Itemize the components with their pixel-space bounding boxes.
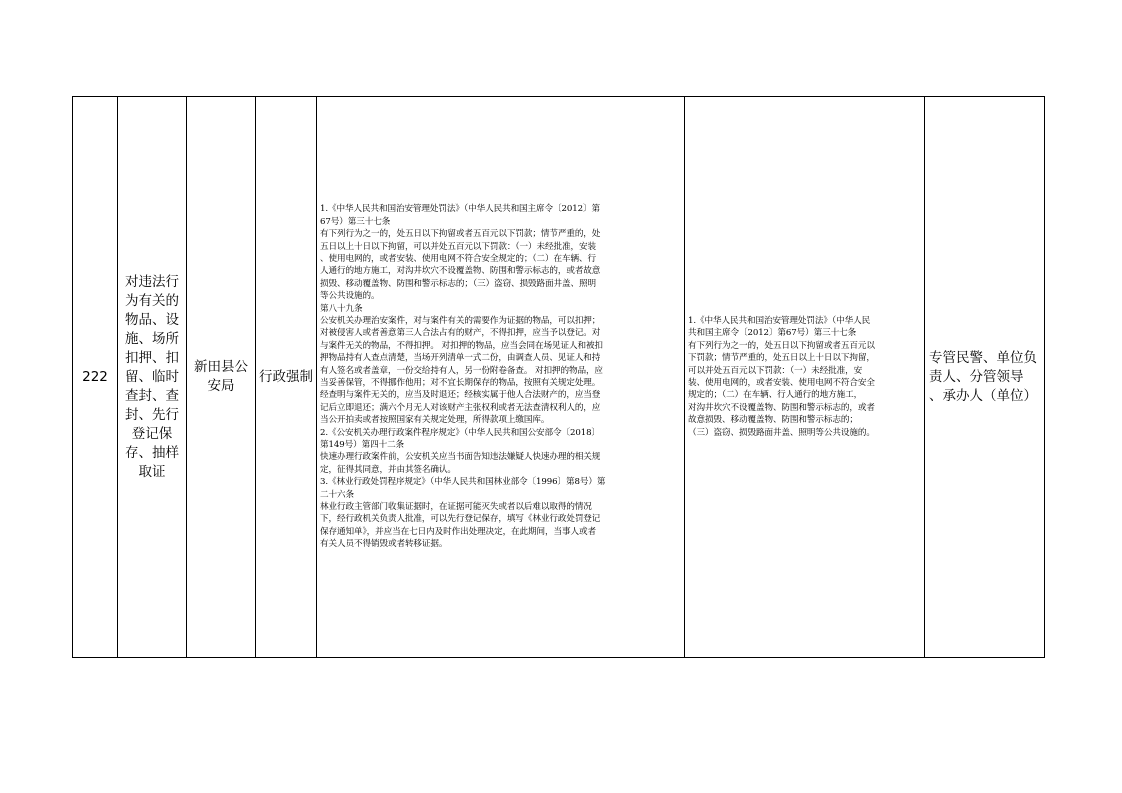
responsibility-basis-text: 1.《中华人民共和国治安管理处罚法》（中华人民 共和国主席令〔2012〕第67号）第三十七条 有下列行为之一的，处五日以下拘留或者五百元以 下罚款；情节严重的，处五日以上十日以下拘留， 可以并处五百元以下罚款：（一）未经批准，安 装、使用电网的，或者安装、使用电网不符合安全 规定的；（二）在车辆、行人通行的地方施工， 对沟井坎穴不设覆盖物、防围和警示标志的，或者 故意损毁、移动覆盖物、防围和警示标志的； （三）盗窃、损毁路面井盖、照明等公共设施的。 (688, 315, 875, 438)
item-name: 对违法行为有关的物品、设施、场所扣押、扣留、临时查封、查封、先行登记保存、抽样取证 (125, 273, 179, 480)
power-type-cell (256, 97, 317, 658)
responsibility-basis-cell (685, 97, 925, 658)
power-type: 行政强制 (259, 368, 313, 385)
responsible-persons-cell (925, 97, 1045, 658)
responsible-persons: 专管民警、单位负责人、分管领导 、承办人（单位） (929, 349, 1037, 404)
table-row (73, 97, 1045, 658)
item-name-cell (118, 97, 187, 658)
power-list-table (72, 96, 1045, 658)
row-number: 222 (82, 368, 108, 385)
legal-basis-cell (317, 97, 685, 658)
row-number-cell (73, 97, 118, 658)
department: 新田县公安局 (194, 359, 248, 394)
legal-basis-text: 1.《中华人民共和国治安管理处罚法》（中华人民共和国主席令〔2012〕第 67号）第三十七条 有下列行为之一的，处五日以下拘留或者五百元以下罚款；情节严重的，处 五日以上十日以下拘留，可以并处五百元以下罚款：（一）未经批准，安装 、使用电网的，或者安装、使用电网不符合安全规定的；（二）在车辆、行 人通行的地方施工，对沟井坎穴不设覆盖物、防围和警示标志的，或者故意 损毁、移动覆盖物、防围和警示标志的；（三）盗窃、损毁路面井盖、照明 等公共设施的。 第八十九条 公安机关办理治安案件，对与案件有关的需要作为证据的物品，可以扣押； 对被侵害人或者善意第三人合法占有的财产，不得扣押，应当予以登记。对 与案件无关的物品，不得扣押。 对扣押的物品，应当会同在场见证人和被扣 押物品持有人查点清楚，当场开列清单一式二份，由调查人员、见证人和持 有人签名或者盖章，一份交给持有人，另一份附卷备查。 对扣押的物品，应 当妥善保管，不得挪作他用；对不宜长期保存的物品，按照有关规定处理。 经查明与案件无关的，应当及时退还；经核实属于他人合法财产的，应当登 记后立即退还；满六个月无人对该财产主张权利或者无法查清权利人的，应 当公开拍卖或者按照国家有关规定处理，所得款项上缴国库。 2.《公安机关办理行政案件程序规定》（中华人民共和国公安部令〔2018〕 第149号）第四十二条 快速办理行政案件前，公安机关应当书面告知违法嫌疑人快速办理的相关规 定，征得其同意，并由其签名确认。 3.《林业行政处罚程序规定》（中华人民共和国林业部令〔1996〕第8号）第 二十六条 林业行政主管部门收集证据时，在证据可能灭失或者以后难以取得的情况 下，经行政机关负责人批准，可以先行登记保存，填写《林业行政处罚登记 保存通知单》，并应当在七日内及时作出处理决定，在此期间，当事人或者 有关人员不得销毁或者转移证据。 (320, 204, 606, 550)
department-cell (187, 97, 256, 658)
